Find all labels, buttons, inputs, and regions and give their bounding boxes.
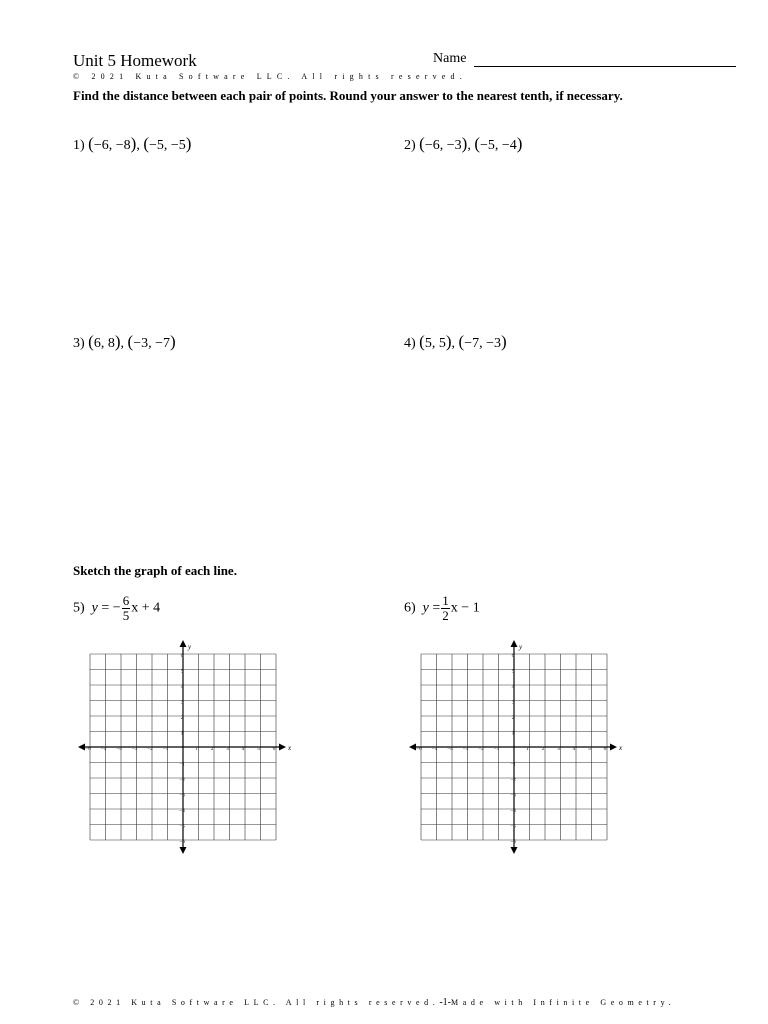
y-tick-label: −4 [179,808,185,814]
graph-instructions: Sketch the graph of each line. [73,563,237,578]
x-tick-label: −5 [100,746,107,752]
point-a: −6, −8 [93,138,131,153]
problem-number: 2) [404,138,416,153]
problem-number: 3) [73,336,85,351]
slope-fraction [122,594,131,623]
point-a: −6, −3 [424,138,462,153]
y-axis-label: y [188,643,192,651]
y-tick-label: 5 [180,668,184,675]
x-tick-label: 2 [210,746,214,752]
x-tick-label: 2 [541,746,545,752]
equation-lhs: y [422,600,429,616]
y-tick-label: 1 [180,730,184,737]
y-tick-label: 1 [511,730,515,737]
y-tick-label: −6 [179,839,185,845]
point-b: −5, −5 [148,138,186,153]
point-a: 6, 8 [93,336,115,351]
x-tick-label: 5 [588,746,591,752]
y-tick-label: 5 [511,668,515,675]
header-copyright: © 2021 Kuta Software LLC. All rights reserved. [73,72,467,81]
x-tick-label: −1 [162,746,169,752]
coordinate-grid-5[interactable] [78,640,292,856]
page-number: -1- [439,997,451,1008]
problem-3: 3) (6, 8), (−3, −7) [73,332,176,351]
x-tick-label: −3 [131,746,138,752]
y-axis-bottom-arrow [511,847,518,854]
problem-5 [73,594,160,623]
point-b: −7, −3 [464,336,501,351]
x-axis-right-arrow [279,744,286,751]
y-tick-label: −5 [179,823,185,830]
y-tick-label: −5 [510,823,516,830]
y-tick-label: 3 [511,699,515,706]
fraction-denominator: 5 [122,608,130,623]
problem-1: 1) (−6, −8), (−5, −5) [73,134,192,153]
fraction-numerator: 6 [122,593,130,608]
x-tick-label: 3 [226,746,229,752]
x-tick-label: −4 [116,746,122,752]
name-label: Name [433,51,467,66]
problem-number: 4) [404,336,416,351]
x-tick-label: 5 [257,746,260,752]
y-tick-label: 6 [180,653,184,659]
footer-copyright: © 2021 Kuta Software LLC. All rights reserved. [73,998,440,1007]
y-axis-bottom-arrow [180,847,187,854]
y-tick-label: 6 [511,653,515,659]
x-tick-label: −1 [493,746,500,752]
footer-made-with: Made with Infinite Geometry. [451,998,676,1007]
problem-number: 1) [73,138,85,153]
footer [73,997,675,1008]
x-tick-label: 4 [572,746,576,752]
x-tick-label: 1 [526,746,529,752]
y-tick-label: 4 [511,684,515,690]
equation-rest: x + 4 [131,600,161,616]
equation-rest: x − 1 [450,600,480,616]
distance-instructions: Find the distance between each pair of points. Round your answer to the nearest tenth, if necessary. [73,88,623,103]
x-tick-label: −2 [478,746,484,752]
x-tick-label: −5 [431,746,438,752]
y-tick-label: −3 [510,792,516,799]
y-tick-label: −6 [510,839,516,845]
x-tick-label: −6 [416,746,422,752]
x-tick-label: −4 [447,746,453,752]
x-axis-label: x [288,744,292,752]
point-b: −3, −7 [133,336,170,351]
slope-fraction [441,594,450,623]
x-tick-label: −6 [85,746,91,752]
y-tick-label: 2 [511,715,515,721]
problem-number: 6) [404,600,416,616]
y-tick-label: −2 [179,777,185,783]
y-tick-label: −1 [510,761,516,768]
y-tick-label: 3 [180,699,184,706]
y-axis-top-arrow [180,640,187,647]
problem-number: 5) [73,600,85,616]
y-tick-label: −2 [510,777,516,783]
x-tick-label: 6 [272,746,276,752]
x-tick-label: 1 [195,746,198,752]
equation-sign: = [432,600,441,616]
x-axis-right-arrow [610,744,617,751]
coordinate-grid-6[interactable] [409,640,623,856]
problem-4: 4) (5, 5), (−7, −3) [404,332,507,351]
x-axis-label: x [619,744,623,752]
equation-sign: = − [101,600,121,616]
y-tick-label: 4 [180,684,184,690]
point-b: −5, −4 [479,138,517,153]
x-tick-label: 3 [557,746,560,752]
y-tick-label: −1 [179,761,185,768]
name-blank-line[interactable] [474,66,736,67]
fraction-numerator: 1 [442,593,449,608]
problem-2: 2) (−6, −3), (−5, −4) [404,134,523,153]
fraction-denominator: 2 [442,608,449,623]
y-axis-label: y [519,643,523,651]
x-tick-label: −3 [462,746,469,752]
equation-lhs: y [91,600,98,616]
x-tick-label: −2 [147,746,153,752]
x-tick-label: 4 [241,746,245,752]
point-a: 5, 5 [424,336,446,351]
problem-6 [404,594,480,623]
x-tick-label: 6 [603,746,607,752]
y-tick-label: −3 [179,792,185,799]
worksheet-title: Unit 5 Homework [73,51,197,70]
y-axis-top-arrow [511,640,518,647]
x-axis-left-arrow [409,744,416,751]
y-tick-label: 2 [180,715,184,721]
y-tick-label: −4 [510,808,516,814]
x-axis-left-arrow [78,744,85,751]
